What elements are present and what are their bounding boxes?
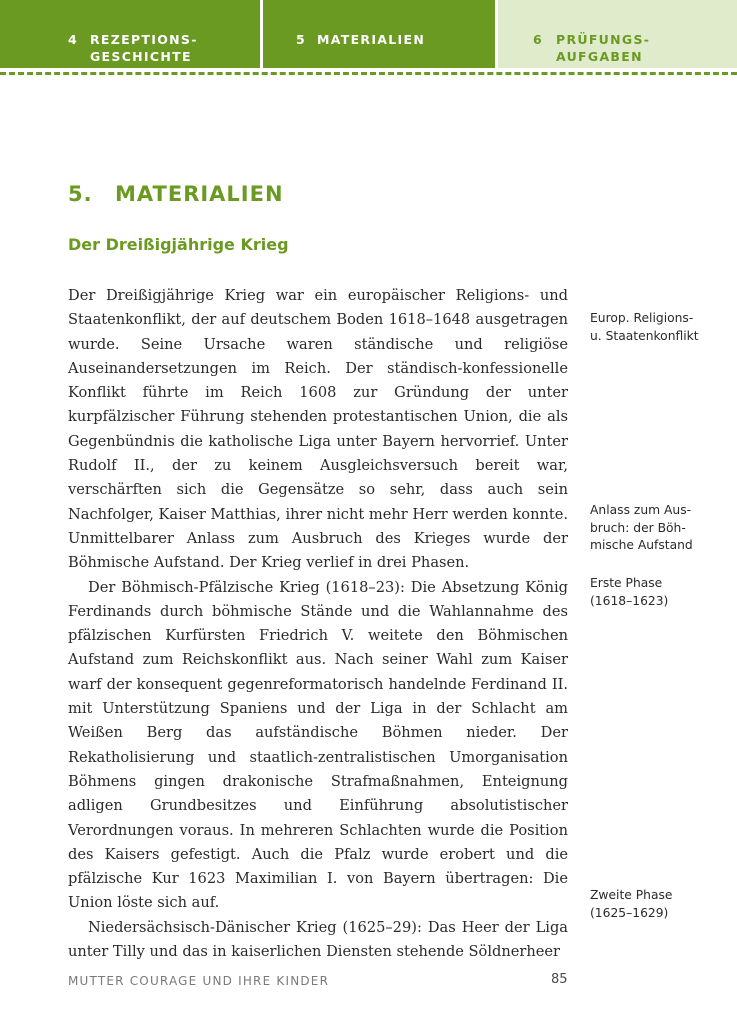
footer-book-title: MUTTER COURAGE UND IHRE KINDER (68, 974, 330, 988)
paragraph: Der Dreißigjährige Krieg war ein europäischer Religions- und Staatenkonflikt, der auf deutschem Boden 1618–1648 ausgetragen wurde. Seine Ursache waren ständische und religiöse Auseinandersetzungen im Reich. Der ständisch-konfessionelle Konflikt führte im Reich 1608 zur Gründung der unter kurpfälzischer Führung stehenden protestantischen Union, die als Gegenbündnis die katholische Liga unter Bayern hervorrief. Unter Rudolf II., der zu keinem Ausgleichsversuch bereit war, verschärften sich die Gegensätze so sehr, dass auch sein Nachfolger, Kaiser Matthias, ihrer nicht mehr Herr werden konnte. Unmittelbarer Anlass zum Ausbruch des Krieges wurde der Böhmische Aufstand. Der Krieg verlief in drei Phasen. (68, 287, 569, 572)
chapter-tab-bar (0, 0, 737, 68)
paragraph: Niedersächsisch-Dänischer Krieg (1625–29): Das Heer der Liga unter Tilly und das in kaiserlichen Diensten stehende Söldnerheer (68, 918, 568, 961)
margin-note: Erste Phase (1618–1623) (590, 576, 669, 608)
tab-number: 6 (533, 32, 543, 47)
tab-label: PRÜFUNGS- AUFGABEN (556, 32, 651, 64)
margin-note: Europ. Religions- u. Staatenkonflikt (590, 311, 699, 343)
paragraph: Der Böhmisch-Pfälzische Krieg (1618–23): Die Absetzung König Ferdinands durch böhmische Stände und die Wahlannahme des pfälzischen Kurfürsten Friedrich V. weitete den Böhmischen Aufstand zum Reichskonflikt aus. Nach seiner Wahl zum Kaiser warf der konsequent gegenreformatorisch handelnde Ferdinand II. mit Unterstützung Spaniens und der Liga in der Schlacht am Weißen Berg das aufständische Böhmen nieder. Der Rekatholisierung und staatlich-zentralistischen Umorganisation Böhmens gingen drakonische Strafmaßnahmen, Enteignung adligen Grundbesitzes und Einführung absolutistischer Verordnungen voraus. In mehreren Schlachten wurde die Position des Kaisers gefestigt. Auch die Pfalz wurde erobert und die pfälzische Kur 1623 Maximilian I. von Bayern übertragen: Die Union löste sich auf. (68, 578, 568, 912)
tab-materialien[interactable] (263, 0, 495, 68)
section-title: MATERIALIEN (115, 182, 284, 206)
section-heading (68, 182, 284, 206)
tab-number: 5 (296, 32, 306, 47)
subheading: Der Dreißigjährige Krieg (68, 235, 289, 254)
tab-label: MATERIALIEN (317, 32, 426, 47)
page-number: 85 (551, 972, 568, 987)
margin-note: Anlass zum Aus- bruch: der Böh- mische Aufstand (590, 503, 693, 552)
section-number: 5. (68, 182, 93, 206)
tab-pruefungsaufgaben[interactable] (498, 0, 737, 68)
dashed-divider (0, 72, 737, 75)
margin-note: Zweite Phase (1625–1629) (590, 888, 673, 920)
tab-number: 4 (68, 32, 78, 47)
body-text (68, 284, 568, 964)
tab-rezeptionsgeschichte[interactable] (0, 0, 260, 68)
tab-label: REZEPTIONS- GESCHICHTE (90, 32, 198, 64)
